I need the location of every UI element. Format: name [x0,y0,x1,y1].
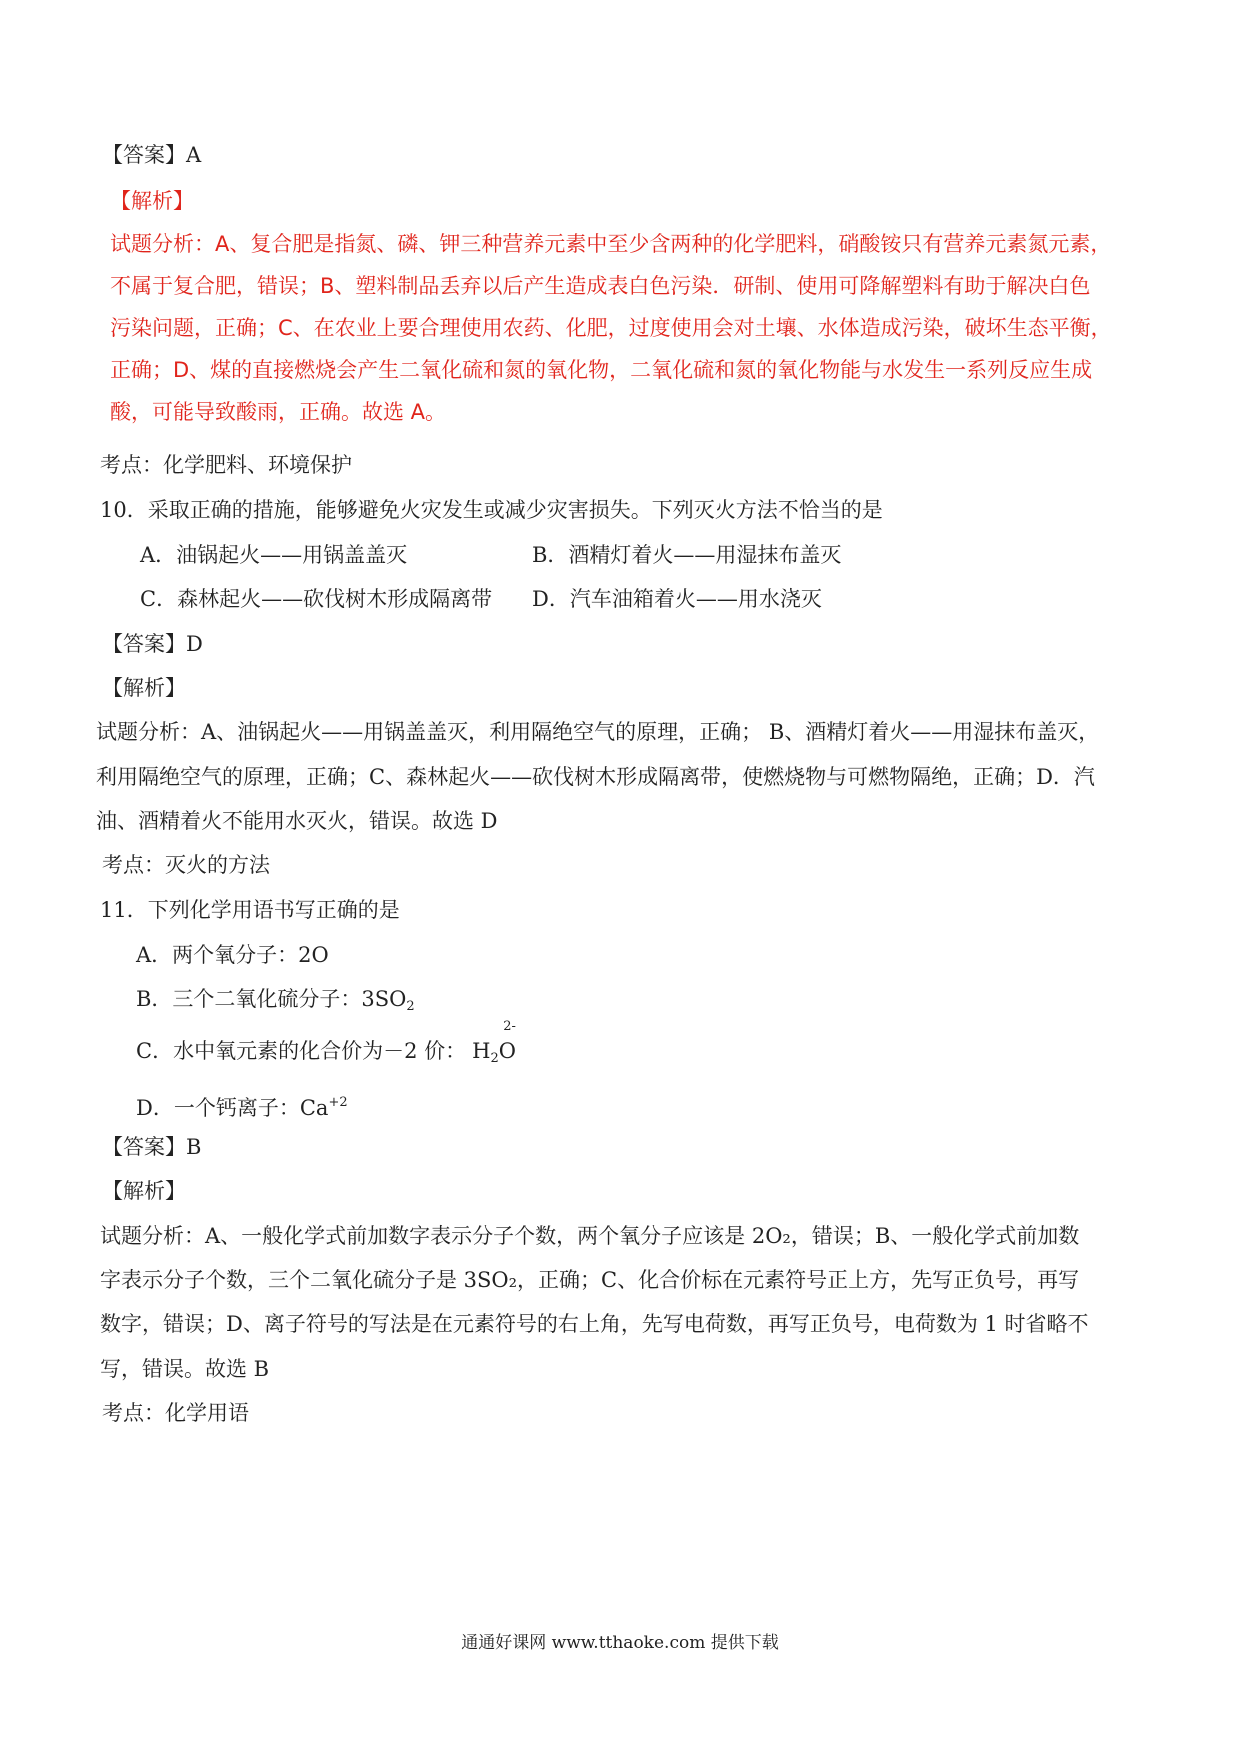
water-formula [472,1019,516,1072]
q9-analysis-line: 正确；D、煤的直接燃烧会产生二氧化硫和氮的氧化物，二氧化硫和氮的氧化物能与水发生一系列反应生成 [110,358,1093,382]
formula-h: H [472,1039,491,1063]
q11-option-c [136,1019,516,1072]
q10-analysis-line: 油、酒精着火不能用水灭火，错误。故选 D [96,809,498,833]
q11-option-d [136,1090,348,1121]
q10-option-b: B．酒精灯着火——用湿抹布盖灭 [532,543,842,567]
q9-kaodian: 考点：化学肥料、环境保护 [100,453,352,477]
q11-option-a: A．两个氧分子：2O [136,943,329,967]
q11-option-c-text: C．水中氧元素的化合价为－2 价： [136,1039,467,1063]
q11-analysis-title: 【解析】 [102,1179,186,1203]
q10-stem: 10．采取正确的措施，能够避免火灾发生或减少灾害损失。下列灭火方法不恰当的是 [100,498,883,522]
q11-option-b [136,986,415,1020]
q9-analysis-line: 不属于复合肥，错误；B、塑料制品丢弃以后产生造成表白色污染．研制、使用可降解塑料有助于解决白色 [110,274,1091,298]
q11-analysis-line: 字表示分子个数，三个二氧化硫分子是 3SO₂，正确；C、化合价标在元素符号正上方，先写正负号，再写 [100,1268,1080,1292]
q9-analysis-line: 试题分析：A、复合肥是指氮、磷、钾三种营养元素中至少含两种的化学肥料，硝酸铵只有营养元素氮元素， [110,232,1112,256]
q11-option-b-subscript: 2 [406,999,415,1014]
q10-analysis-line: 试题分析：A、油锅起火——用锅盖盖灭，利用隔绝空气的原理，正确； B、酒精灯着火——用湿抹布盖灭， [96,720,1100,744]
page-footer: 通通好课网 www.tthaoke.com 提供下载 [461,1633,779,1653]
q10-analysis-title: 【解析】 [102,676,186,700]
q10-option-d: D．汽车油箱着火——用水浇灭 [532,587,822,611]
q11-option-d-text: D．一个钙离子：Ca [136,1096,329,1120]
q11-option-b-text: B．三个二氧化硫分子：3SO [136,987,407,1011]
formula-o: O [498,1039,516,1063]
q9-answer: 【答案】A [102,143,202,167]
q11-analysis-line: 数字，错误；D、离子符号的写法是在元素符号的右上角，先写电荷数，再写正负号，电荷数为 1 时省略不 [100,1312,1089,1336]
q11-answer: 【答案】B [102,1135,202,1159]
q10-option-a: A．油锅起火——用锅盖盖灭 [140,543,408,567]
formula-h-subscript: 2 [490,1051,499,1066]
q11-stem: 11．下列化学用语书写正确的是 [100,898,400,922]
q11-option-d-superscript: +2 [328,1095,348,1110]
q10-answer: 【答案】D [102,632,203,656]
q9-analysis-line: 酸，可能导致酸雨，正确。故选 A。 [110,400,447,424]
q11-analysis-line: 写，错误。故选 B [100,1357,270,1381]
q11-kaodian: 考点：化学用语 [102,1401,249,1425]
q10-analysis-line: 利用隔绝空气的原理，正确；C、森林起火——砍伐树木形成隔离带，使燃烧物与可燃物隔绝，正确；D．汽 [96,765,1095,789]
q10-kaodian: 考点：灭火的方法 [102,853,270,877]
q9-analysis-title: 【解析】 [110,189,194,213]
q11-analysis-line: 试题分析：A、一般化学式前加数字表示分子个数，两个氧分子应该是 2O₂，错误；B、一般化学式前加数 [100,1224,1080,1248]
formula-valence: 2- [503,1019,516,1034]
q10-option-c: C．森林起火——砍伐树木形成隔离带 [140,587,493,611]
q9-analysis-line: 污染问题，正确；C、在农业上要合理使用农药、化肥，过度使用会对土壤、水体造成污染，破坏生态平衡， [110,316,1112,340]
